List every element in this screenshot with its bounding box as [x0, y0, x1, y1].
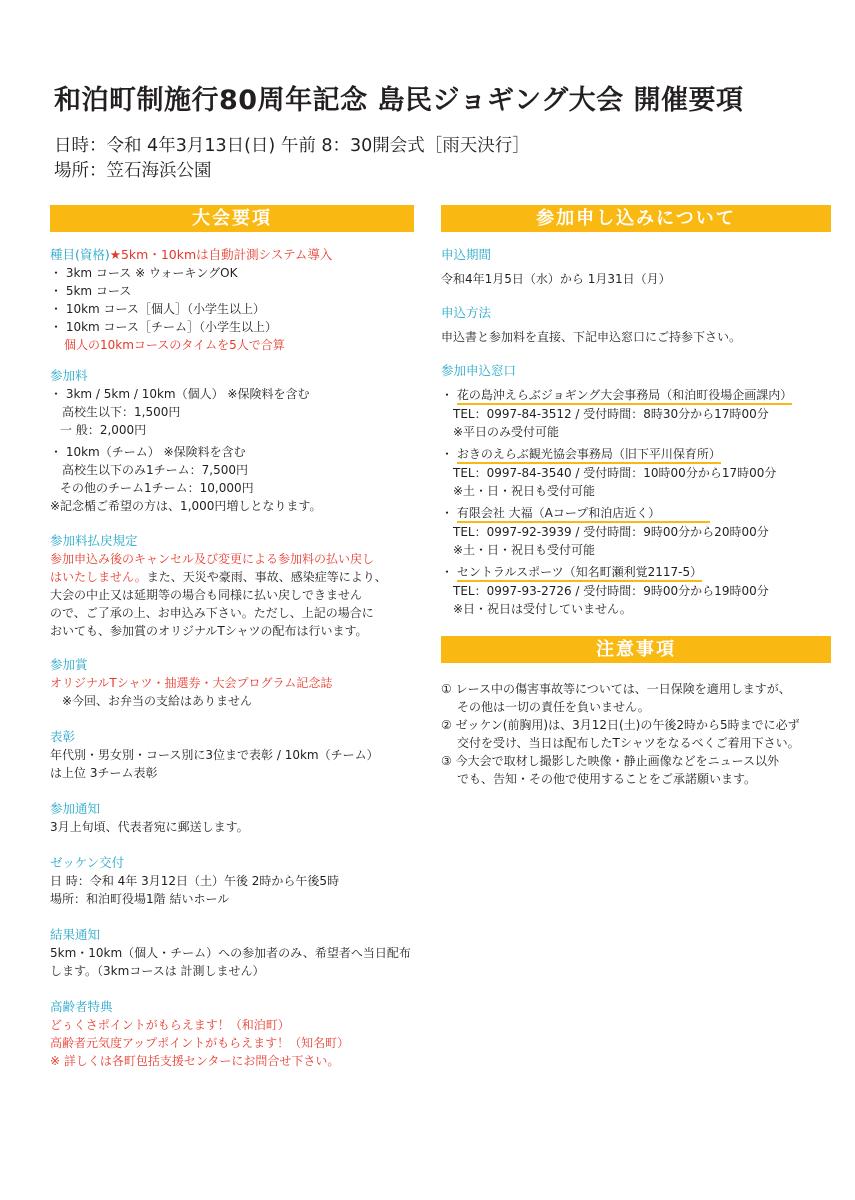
window-note: ※土・日・祝日も受付可能	[453, 484, 596, 498]
window-note: ※土・日・祝日も受付可能	[453, 543, 596, 557]
window-name: 有限会社 大福（Aコープ和泊店近く）	[457, 505, 710, 523]
notice-heading: 参加通知	[50, 801, 101, 816]
window-name: おきのえらぶ観光協会事務局（旧下平川保育所）	[457, 446, 721, 464]
events-label: 種目(資格)	[50, 247, 110, 262]
award-line: は上位 3チーム表彰	[50, 766, 158, 780]
senior-line: 高齢者元気度アップポイントがもらえます！（知名町）	[50, 1036, 350, 1050]
section-banner-cautions: 注意事項	[441, 636, 831, 663]
fee-line: 高校生以下：1,500円	[62, 405, 181, 419]
fee-line: ・ 10km（チーム） ※保険料を含む	[50, 445, 246, 459]
events-timing-note: ★5km・10kmは自動計測システム導入	[109, 247, 333, 262]
window-entry: ・ 花の島沖えらぶジョギング大会事務局（和泊町役場企画課内） TEL：0997-84-3512 / 受付時間：8時30分から17時00分 ※平日のみ受付可能	[441, 386, 821, 441]
fee-line: ・ 3km / 5km / 10km（個人） ※保険料を含む	[50, 387, 310, 401]
prize-line: オリジナルTシャツ・抽選券・大会プログラム記念誌	[50, 676, 333, 690]
window-tel: TEL：0997-84-3512 / 受付時間：8時30分から17時00分	[453, 407, 769, 421]
window-note: ※日・祝日は受付していません。	[453, 602, 632, 616]
caution-item: 交付を受け、当日は配布したTシャツをなるべくご着用下さい。	[457, 736, 800, 750]
refund-line: おいても、参加賞のオリジナルTシャツの配布は行います。	[50, 624, 368, 638]
events-section	[50, 246, 420, 264]
section-banner-overview: 大会要項	[50, 205, 414, 232]
refund-line: 参加申込み後のキャンセル及び変更による参加料の払い戻し	[50, 552, 375, 566]
prize-note: ※今回、お弁当の支給はありません	[62, 694, 253, 708]
period-line: 令和4年1月5日（水）から 1月31日（月）	[441, 272, 671, 286]
window-tel: TEL：0997-93-2726 / 受付時間：9時00分から19時00分	[453, 584, 769, 598]
event-place: 場所：笠石海浜公園	[54, 161, 212, 181]
bib-heading: ゼッケン交付	[50, 855, 125, 870]
fee-line: ※記念楯ご希望の方は、1,000円増しとなります。	[50, 499, 322, 513]
fee-line: その他のチーム1チーム：10,000円	[60, 481, 254, 495]
window-name: セントラルスポーツ（知名町瀬利覚2117-5）	[457, 564, 702, 582]
overview-column	[50, 246, 420, 1070]
event-item: ・ 10km コース［個人］（小学生以上）	[50, 302, 265, 316]
application-column	[441, 246, 821, 618]
caution-item: ③ 今大会で取材し撮影した映像・静止画像などをニュース以外	[441, 754, 779, 768]
fee-line: 高校生以下のみ1チーム：7,500円	[62, 463, 248, 477]
method-heading: 申込方法	[441, 305, 492, 320]
window-tel: TEL：0997-84-3540 / 受付時間：10時00分から17時00分	[453, 466, 777, 480]
method-line: 申込書と参加料を直接、下記申込窓口にご持参下さい。	[441, 330, 742, 344]
bib-line: 場所：和泊町役場1階 結いホール	[50, 892, 230, 906]
refund-line: ので、ご了承の上、お申込み下さい。ただし、上記の場合に	[50, 606, 374, 620]
caution-item: ① レース中の傷害事故等については、一日保険を適用しますが、	[441, 682, 791, 696]
caution-item: でも、告知・その他で使用することをご承諾願います。	[457, 772, 757, 786]
fee-line: 一 般：2,000円	[60, 423, 147, 437]
notice-line: 3月上旬頃、代表者宛に郵送します。	[50, 820, 249, 834]
prize-heading: 参加賞	[50, 657, 88, 672]
caution-item: ② ゼッケン(前胸用)は、3月12日(土)の午後2時から5時までに必ず	[441, 718, 800, 732]
window-name: 花の島沖えらぶジョギング大会事務局（和泊町役場企画課内）	[457, 387, 792, 405]
event-item: ・ 5km コース	[50, 284, 132, 298]
refund-line: また、天災や豪雨、事故、感染症等により、	[146, 570, 387, 584]
window-note: ※平日のみ受付可能	[453, 425, 560, 439]
window-entry: ・ おきのえらぶ観光協会事務局（旧下平川保育所） TEL：0997-84-3540 / 受付時間：10時00分から17時00分 ※土・日・祝日も受付可能	[441, 445, 821, 500]
section-banner-application: 参加申し込みについて	[441, 205, 831, 232]
cautions-list	[441, 680, 831, 788]
period-heading: 申込期間	[441, 247, 492, 262]
refund-line: 大会の中止又は延期等の場合も同様に払い戻しできません	[50, 588, 363, 602]
senior-heading: 高齢者特典	[50, 999, 113, 1014]
event-datetime: 日時：令和 4年3月13日(日) 午前 8：30開会式［雨天決行］	[54, 136, 530, 156]
event-item: ・ 3km コース ※ ウォーキングOK	[50, 266, 238, 280]
caution-item: その他は一切の責任を負いません。	[457, 700, 650, 714]
event-item: ・ 10km コース［チーム］（小学生以上）	[50, 320, 277, 334]
windows-heading: 参加申込窓口	[441, 363, 517, 378]
refund-heading: 参加料払戻規定	[50, 533, 138, 548]
team-note: 個人の10kmコースのタイムを5人で合算	[64, 338, 285, 352]
result-line: 5km・10km（個人・チーム）への参加者のみ、希望者へ当日配布	[50, 946, 411, 960]
award-heading: 表彰	[50, 729, 76, 744]
award-line: 年代別・男女別・コース別に3位まで表彰 / 10km（チーム）	[50, 748, 379, 762]
result-heading: 結果通知	[50, 927, 101, 942]
window-tel: TEL：0997-92-3939 / 受付時間：9時00分から20時00分	[453, 525, 769, 539]
fee-heading: 参加料	[50, 368, 88, 383]
page-title: 和泊町制施行80周年記念 島民ジョギング大会 開催要項	[54, 85, 744, 116]
window-entry: ・ 有限会社 大福（Aコープ和泊店近く） TEL：0997-92-3939 / 受付時間：9時00分から20時00分 ※土・日・祝日も受付可能	[441, 504, 821, 559]
senior-line: ※ 詳しくは各町包括支援センターにお問合せ下さい。	[50, 1054, 340, 1068]
result-line: します。（3kmコースは 計測しません）	[50, 964, 265, 978]
refund-line: はいたしません。	[50, 570, 147, 584]
bib-line: 日 時：令和 4年 3月12日（土）午後 2時から午後5時	[50, 874, 340, 888]
window-entry: ・ セントラルスポーツ（知名町瀬利覚2117-5） TEL：0997-93-2726 / 受付時間：9時00分から19時00分 ※日・祝日は受付していません。	[441, 563, 821, 618]
senior-line: どぅくさポイントがもらえます！（和泊町）	[50, 1018, 290, 1032]
